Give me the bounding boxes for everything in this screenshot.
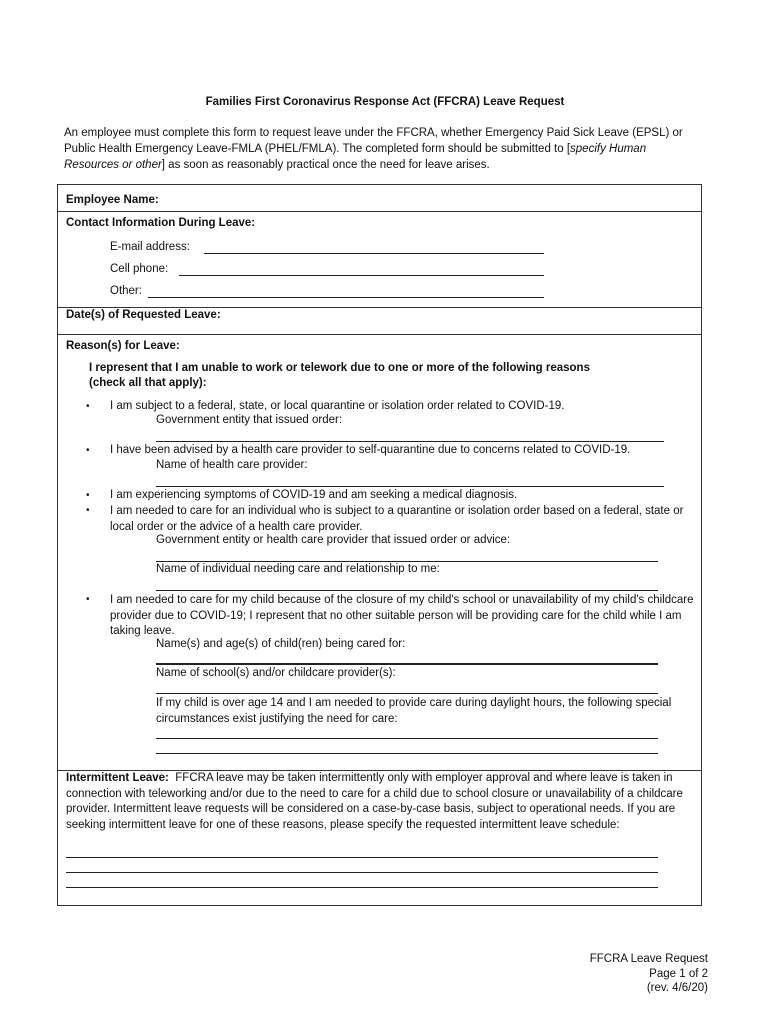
issuing-entity-field[interactable] (156, 561, 658, 562)
intro-italic-placeholder: specify Human Resources or other (64, 143, 647, 171)
cell-phone-field[interactable] (179, 275, 544, 276)
reason-care-for-individual-sublabel: Government entity or health care provider that issued order or advice: (156, 534, 511, 546)
cell-phone-label: Cell phone: (110, 263, 169, 275)
special-circumstances-field-line-2[interactable] (156, 753, 658, 754)
divider (58, 307, 701, 308)
school-childcare-provider-field[interactable] (156, 693, 658, 694)
reason-symptoms: I am experiencing symptoms of COVID-19 and am seeking a medical diagnosis. (110, 489, 518, 501)
intermittent-leave-text: FFCRA leave may be taken intermittently only with employer approval and where leave is taken in connection with teleworking and/or due to the need to care for a child due to school closure or unavailability of a childcare provider. Intermittent leave requests will be considered on a case-by-case basis, subject to operational needs. If you are seeking intermittent leave for one of these reasons, please specify the requested intermittent leave schedule: (66, 772, 683, 831)
intermittent-schedule-field-line-1[interactable] (66, 857, 658, 858)
bullet: • (86, 594, 90, 605)
reasons-instruction-line2: (check all that apply): (89, 377, 207, 389)
document-title: Families First Coronavirus Response Act (FFCRA) Leave Request (205, 96, 565, 108)
school-childcare-provider-label: Name of school(s) and/or childcare provider(s): (156, 667, 396, 679)
other-contact-field[interactable] (148, 297, 544, 298)
footer-page-number: Page 1 of 2 (649, 967, 708, 980)
intro-paragraph (64, 125, 704, 173)
intro-text-before: An employee must complete this form to request leave under the FFCRA, whether Emergency Paid Sick Leave (EPSL) or Public Health Emergency Leave-FMLA (PHEL/FMLA). The completed form should be submitted to [ (64, 127, 683, 155)
reasons-heading: Reason(s) for Leave: (66, 340, 180, 352)
intermittent-schedule-field-line-2[interactable] (66, 872, 658, 873)
email-field[interactable] (204, 253, 544, 254)
reason-care-for-individual: I am needed to care for an individual who is subject to a quarantine or isolation order based on a federal, state or local order or the advice of a health care provider. (110, 505, 684, 533)
reason-child-care: I am needed to care for my child because of the closure of my child's school or unavailability of my child's childcare provider due to COVID-19; I represent that no other suitable person will be providing care for the child while I am taking leave. (110, 594, 694, 637)
page-footer (590, 952, 708, 996)
intermittent-leave-label: Intermittent Leave: (66, 772, 169, 784)
footer-revision: (rev. 4/6/20) (646, 982, 708, 994)
intermittent-leave-paragraph (66, 771, 691, 833)
reasons-instruction-line1: I represent that I am unable to work or telework due to one or more of the following reasons (89, 362, 590, 374)
individual-needing-care-field[interactable] (156, 590, 658, 591)
divider (58, 211, 701, 212)
children-names-ages-label: Name(s) and age(s) of child(ren) being cared for: (156, 638, 406, 650)
government-entity-field[interactable] (156, 441, 664, 442)
bullet: • (86, 445, 90, 456)
contact-heading: Contact Information During Leave: (66, 217, 256, 229)
reason-quarantine-order: I am subject to a federal, state, or local quarantine or isolation order related to COVID-19. (110, 400, 565, 412)
special-circumstances-label: If my child is over age 14 and I am needed to provide care during daylight hours, the following special circumstances exist justifying the need for care: (156, 697, 672, 725)
bullet: • (86, 401, 90, 412)
bullet: • (86, 490, 90, 501)
bullet: • (86, 505, 90, 516)
intermittent-schedule-field-line-3[interactable] (66, 887, 658, 888)
other-contact-label: Other: (110, 285, 142, 297)
footer-form-name: FFCRA Leave Request (589, 953, 708, 965)
reason-self-quarantine: I have been advised by a health care provider to self-quarantine due to concerns related to COVID-19. (110, 444, 631, 456)
special-circumstances-field-line-1[interactable] (156, 738, 658, 739)
leave-request-form (57, 184, 702, 906)
reason-self-quarantine-sublabel: Name of health care provider: (156, 459, 308, 471)
employee-name-label: Employee Name: (66, 194, 159, 206)
reason-quarantine-order-sublabel: Government entity that issued order: (156, 414, 343, 426)
individual-needing-care-label: Name of individual needing care and relationship to me: (156, 563, 440, 575)
dates-label: Date(s) of Requested Leave: (66, 309, 221, 321)
children-names-ages-field[interactable] (156, 663, 658, 665)
divider (58, 334, 701, 335)
intro-text-after: ] as soon as reasonably practical once the need for leave arises. (161, 159, 490, 171)
email-label: E-mail address: (110, 241, 190, 253)
health-care-provider-field[interactable] (156, 486, 664, 487)
